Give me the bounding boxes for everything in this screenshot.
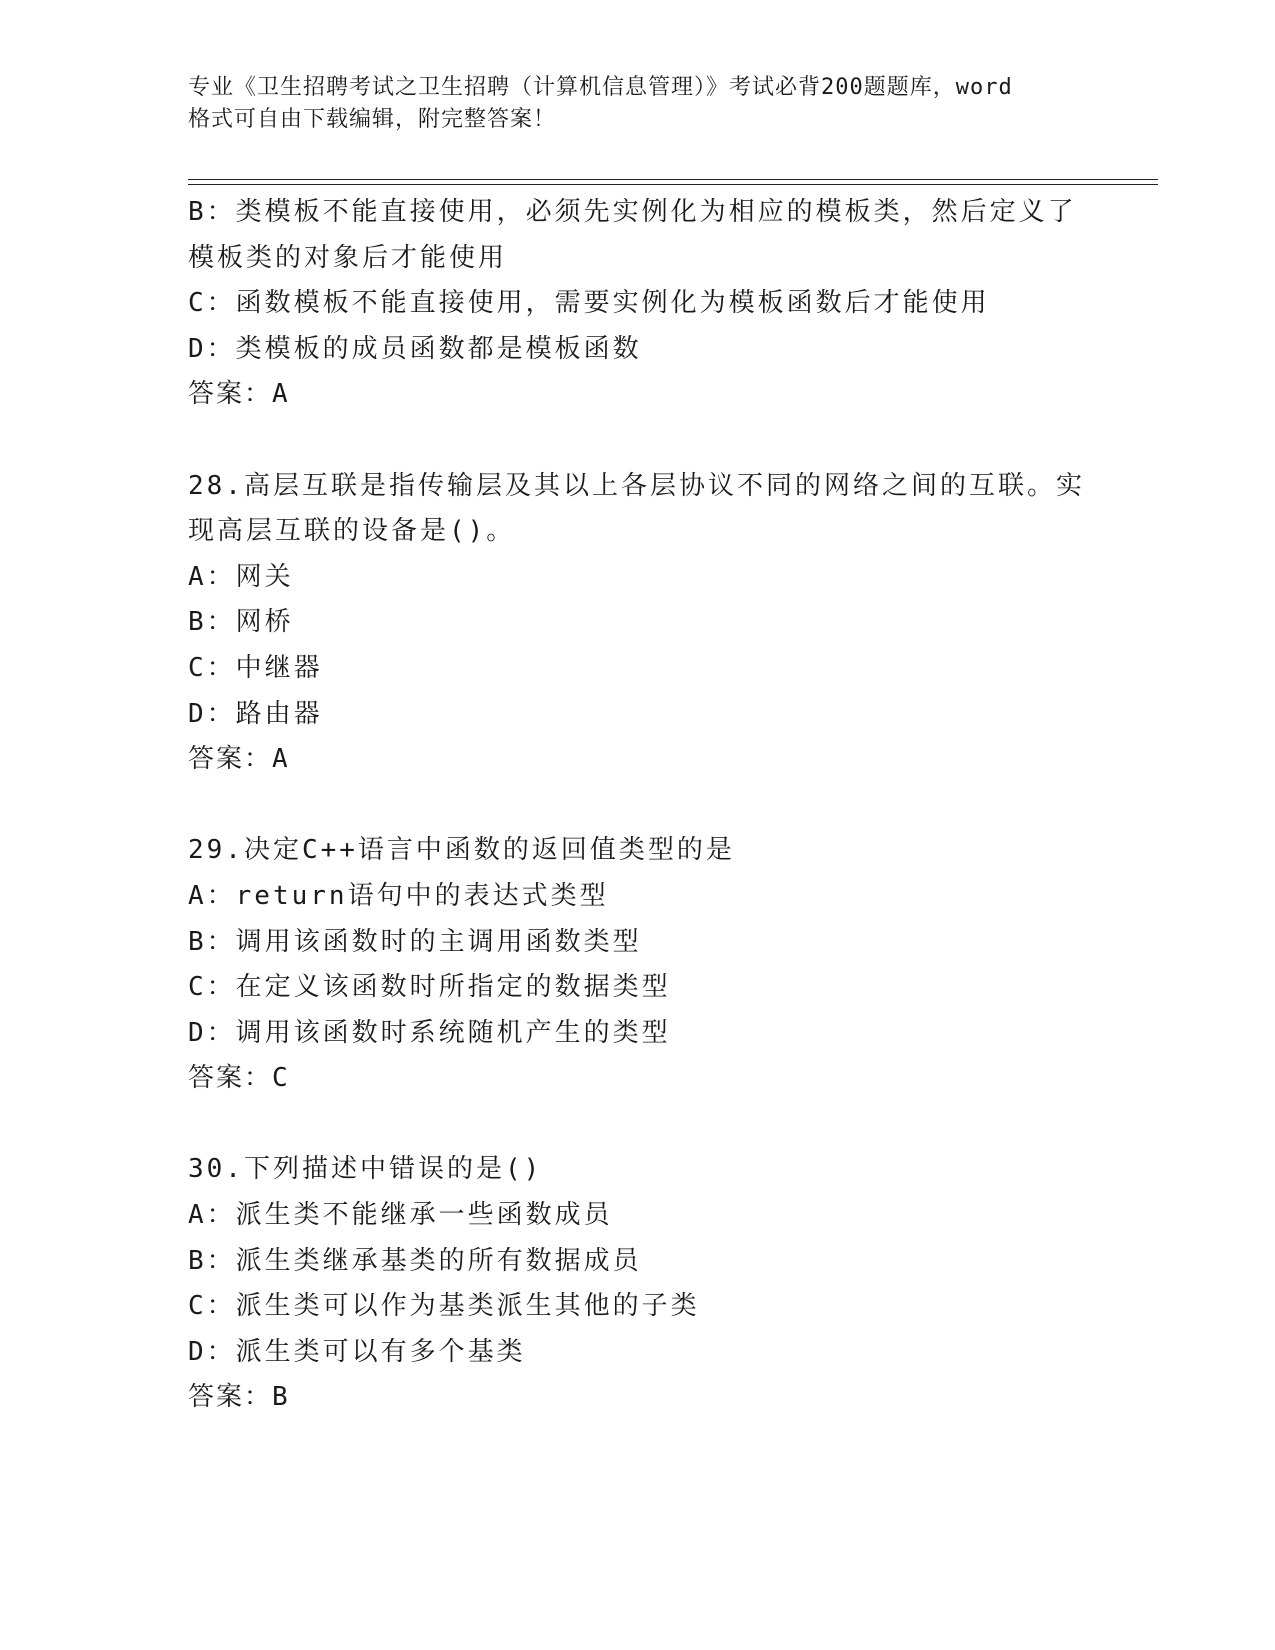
question-spacer bbox=[188, 418, 1088, 464]
q27-option-d: D：类模板的成员函数都是模板函数 bbox=[188, 333, 642, 364]
q28-option-c: C：中继器 bbox=[188, 652, 323, 683]
q30-option-a: A：派生类不能继承一些函数成员 bbox=[188, 1200, 613, 1231]
page-header bbox=[188, 72, 1088, 136]
q29-option-a: A：return语句中的表达式类型 bbox=[188, 880, 609, 911]
q30-option-d: D：派生类可以有多个基类 bbox=[188, 1336, 526, 1367]
q27-option-b-line-1: B：类模板不能直接使用，必须先实例化为相应的模板类，然后定义了 bbox=[188, 197, 1077, 227]
q30-option-b: B：派生类继承基类的所有数据成员 bbox=[188, 1245, 642, 1276]
question-29 bbox=[188, 828, 1088, 1102]
q29-answer: 答案：C bbox=[188, 1063, 290, 1094]
header-title-line-1: 专业《卫生招聘考试之卫生招聘（计算机信息管理）》考试必背200题题库，word bbox=[188, 75, 1013, 100]
header-divider-bottom bbox=[188, 184, 1158, 185]
q29-option-c: C：在定义该函数时所指定的数据类型 bbox=[188, 972, 671, 1003]
header-divider-top bbox=[188, 179, 1158, 180]
q29-option-b: B：调用该函数时的主调用函数类型 bbox=[188, 926, 642, 957]
q28-answer: 答案：A bbox=[188, 744, 290, 775]
q29-option-d: D：调用该函数时系统随机产生的类型 bbox=[188, 1017, 671, 1048]
q27-answer: 答案：A bbox=[188, 379, 290, 410]
q27-option-c: C：函数模板不能直接使用，需要实例化为模板函数后才能使用 bbox=[188, 288, 990, 319]
question-27-continued bbox=[188, 190, 1088, 418]
question-spacer bbox=[188, 783, 1088, 829]
q29-stem: 29.决定C++语言中函数的返回值类型的是 bbox=[188, 835, 735, 866]
q28-option-b: B：网桥 bbox=[188, 607, 294, 638]
question-30 bbox=[188, 1147, 1088, 1421]
q30-answer: 答案：B bbox=[188, 1382, 290, 1413]
question-spacer bbox=[188, 1102, 1088, 1148]
q30-option-c: C：派生类可以作为基类派生其他的子类 bbox=[188, 1291, 700, 1322]
question-28 bbox=[188, 464, 1088, 783]
q28-stem-line-2: 现高层互联的设备是()。 bbox=[188, 516, 516, 547]
header-title-line-2: 格式可自由下载编辑，附完整答案！ bbox=[188, 107, 557, 132]
q28-option-d: D：路由器 bbox=[188, 698, 323, 729]
q27-option-b-line-2: 模板类的对象后才能使用 bbox=[188, 242, 508, 273]
question-list bbox=[188, 190, 1088, 1421]
q28-stem-line-1: 28.高层互联是指传输层及其以上各层协议不同的网络之间的互联。实 bbox=[188, 470, 1085, 501]
q28-option-a: A：网关 bbox=[188, 561, 294, 592]
q30-stem: 30.下列描述中错误的是() bbox=[188, 1154, 543, 1185]
